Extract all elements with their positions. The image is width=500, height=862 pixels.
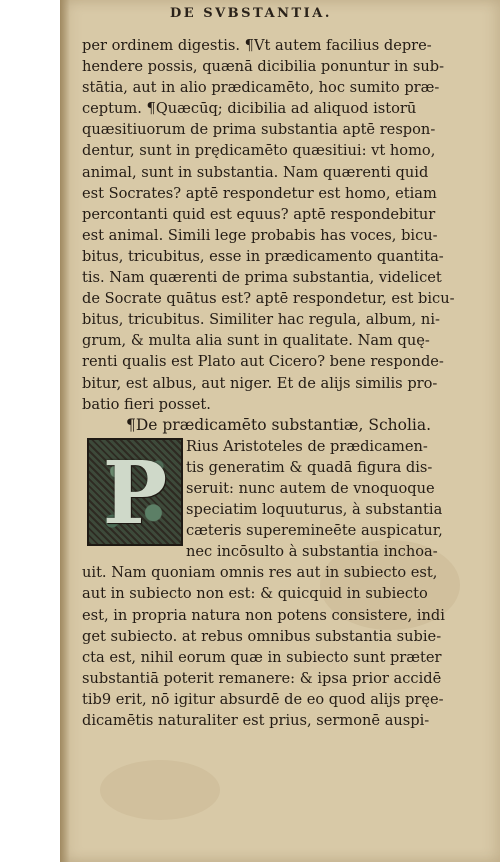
text-line: aut in subiecto non est: & quicquid in subiecto <box>82 585 428 603</box>
dropcap-letter: P <box>102 442 168 544</box>
text-line: nec incōsulto à substantia inchoa- <box>186 543 438 561</box>
text-line: bitur, est albus, aut niger. Et de alijs similis pro- <box>82 374 438 392</box>
text-line: tis. Nam quærenti de prima substantia, videlicet <box>82 269 442 287</box>
text-line: est Socrates? aptē respondetur est homo, etiam <box>82 184 437 202</box>
scholia-heading: ¶De prædicamēto substantiæ, Scholia. <box>126 415 432 434</box>
text-line: quæsitiuorum de prima substantia aptē respon- <box>82 121 436 139</box>
text-line: stātia, aut in alio prædicamēto, hoc sumito præ- <box>82 79 440 97</box>
page-text <box>82 35 464 731</box>
text-line: batio fieri posset. <box>82 395 211 413</box>
text-line: cæteris superemineēte auspicatur, <box>186 522 443 540</box>
text-line: tis generatim & quadā figura dis- <box>186 458 433 476</box>
text-line: tib9 erit, nō igitur absurdē de eo quod alijs pręe- <box>82 690 444 708</box>
text-line: est, in propria natura non potens consistere, indi <box>82 606 445 624</box>
text-line: percontanti quid est equus? aptē respondebitur <box>82 205 436 223</box>
text-line: substantiā poterit remanere: & ipsa prior accidē <box>82 669 442 687</box>
page-gutter-shadow <box>60 0 70 862</box>
text-line: dentur, sunt in prędicamēto quæsitiui: vt homo, <box>82 142 436 160</box>
decorated-initial-icon <box>87 438 183 546</box>
text-line: grum, & multa alia sunt in qualitate. Nam quę- <box>82 332 430 350</box>
text-line: hendere possis, quænā dicibilia ponuntur in sub- <box>82 58 445 76</box>
text-line: speciatim loquuturus, à substantia <box>186 501 443 519</box>
text-line: bitus, tricubitus. Similiter hac regula, album, ni- <box>82 311 440 329</box>
text-line: Rius Aristoteles de prædicamen- <box>186 437 428 455</box>
text-line: per ordinem digestis. ¶Vt autem facilius depre- <box>82 37 432 54</box>
running-header: DE SVBSTANTIA. <box>170 6 332 21</box>
text-line: dicamētis naturaliter est prius, sermonē auspi- <box>82 712 430 729</box>
text-line: bitus, tricubitus, esse in prædicamento quantita- <box>82 247 444 265</box>
text-line: seruit: nunc autem de vnoquoque <box>186 479 435 497</box>
text-line: renti qualis est Plato aut Cicero? bene responde- <box>82 353 444 371</box>
text-line: est animal. Simili lege probabis has voces, bicu- <box>82 226 438 244</box>
text-line: cta est, nihil eorum quæ in subiecto sunt præter <box>82 648 442 666</box>
text-line: de Socrate quātus est? aptē respondetur, est bicu- <box>82 290 455 308</box>
text-line: animal, sunt in substantia. Nam quærenti quid <box>82 163 429 181</box>
page-stain <box>100 760 220 820</box>
text-line: ceptum. ¶Quæcūq; dicibilia ad aliquod istorū <box>82 100 417 118</box>
text-line: get subiecto. at rebus omnibus substantia subie- <box>82 627 442 645</box>
text-line: uit. Nam quoniam omnis res aut in subiecto est, <box>82 564 438 582</box>
